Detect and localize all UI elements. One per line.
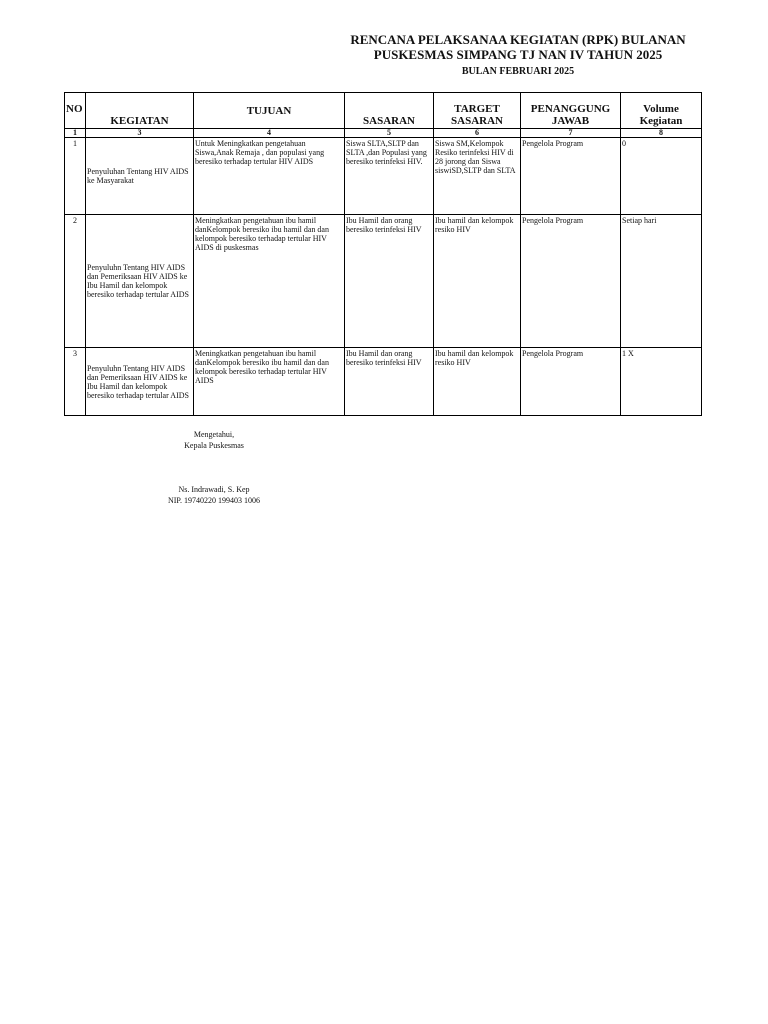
header-target-sasaran <box>434 93 521 129</box>
cell-kegiatan: Penyuluhn Tentang HIV AIDS dan Pemeriksaan HIV AIDS ke Ibu Hamil dan kelompok beresiko terhadap tertular AIDS <box>86 348 194 416</box>
rpk-table <box>64 92 702 416</box>
cell-volume: 0 <box>621 138 702 215</box>
cell-tujuan: Meningkatkan pengetahuan ibu hamil danKelompok beresiko ibu hamil dan dan kelompok beresiko terhadap tertular HIV AIDS <box>194 348 345 416</box>
cell-penanggung-jawab: Pengelola Program <box>521 215 621 348</box>
document-subtitle: PUSKESMAS SIMPANG TJ NAN IV TAHUN 2025 <box>373 47 663 62</box>
table-row <box>65 348 702 416</box>
header-volume: Volume Kegiatan <box>621 93 702 129</box>
cell-volume: Setiap hari <box>621 215 702 348</box>
signature-acknowledged: Mengetahui, <box>193 430 235 439</box>
cell-tujuan: Meningkatkan pengetahuan ibu hamil danKelompok beresiko ibu hamil dan dan kelompok beresiko terhadap tertular HIV AIDS di puskesmas <box>194 215 345 348</box>
header-penanggung-jawab <box>521 93 621 129</box>
column-number: 8 <box>621 129 702 138</box>
column-number: 4 <box>194 129 345 138</box>
cell-penanggung-jawab: Pengelola Program <box>521 348 621 416</box>
column-number-row <box>65 129 702 138</box>
column-number: 6 <box>434 129 521 138</box>
header-pj-line2: JAWAB <box>551 115 590 127</box>
signature-nip: NIP. 19740220 199403 1006 <box>167 496 260 505</box>
cell-sasaran: Siswa SLTA,SLTP dan SLTA ,dan Populasi yang beresiko terinfeksi HIV. <box>345 138 434 215</box>
cell-sasaran: Ibu Hamil dan orang beresiko terinfeksi HIV <box>345 215 434 348</box>
cell-target: Ibu hamil dan kelompok resiko HIV <box>434 215 521 348</box>
cell-no: 2 <box>65 215 86 348</box>
document-month: BULAN FEBRUARI 2025 <box>461 66 575 77</box>
header-target-line2: SASARAN <box>451 115 503 127</box>
signature-name: Ns. Indrawadi, S. Kep <box>178 485 250 494</box>
column-number: 5 <box>345 129 434 138</box>
column-number: 7 <box>521 129 621 138</box>
cell-no: 3 <box>65 348 86 416</box>
table-row <box>65 215 702 348</box>
cell-penanggung-jawab: Pengelola Program <box>521 138 621 215</box>
header-tujuan: TUJUAN <box>194 93 345 129</box>
cell-target: Ibu hamil dan kelompok resiko HIV <box>434 348 521 416</box>
cell-kegiatan: Penyuluhan Tentang HIV AIDS ke Masyarakat <box>86 138 194 215</box>
signature-position: Kepala Puskesmas <box>184 441 244 450</box>
document-title: RENCANA PELAKSANAA KEGIATAN (RPK) BULANAN <box>350 32 686 47</box>
table-row <box>65 138 702 215</box>
cell-tujuan: Untuk Meningkatkan pengetahuan Siswa,Anak Remaja , dan populasi yang beresiko terhadap tertular HIV AIDS <box>194 138 345 215</box>
cell-target: Siswa SM,Kelompok Resiko terinfeksi HIV di 28 jorong dan Siswa siswiSD,SLTP dan SLTA <box>434 138 521 215</box>
header-kegiatan: KEGIATAN <box>86 93 194 129</box>
cell-no: 1 <box>65 138 86 215</box>
header-sasaran: SASARAN <box>345 93 434 129</box>
header-pj-line1: PENANGGUNG <box>530 103 611 115</box>
cell-sasaran: Ibu Hamil dan orang beresiko terinfeksi HIV <box>345 348 434 416</box>
column-number: 1 <box>65 129 86 138</box>
header-no: NO <box>65 93 86 129</box>
cell-kegiatan: Penyuluhn Tentang HIV AIDS dan Pemeriksaan HIV AIDS ke Ibu Hamil dan kelompok beresiko terhadap tertular AIDS <box>86 215 194 348</box>
header-row <box>65 93 702 129</box>
header-target-line1: TARGET <box>454 103 500 115</box>
column-number: 3 <box>86 129 194 138</box>
cell-volume: 1 X <box>621 348 702 416</box>
